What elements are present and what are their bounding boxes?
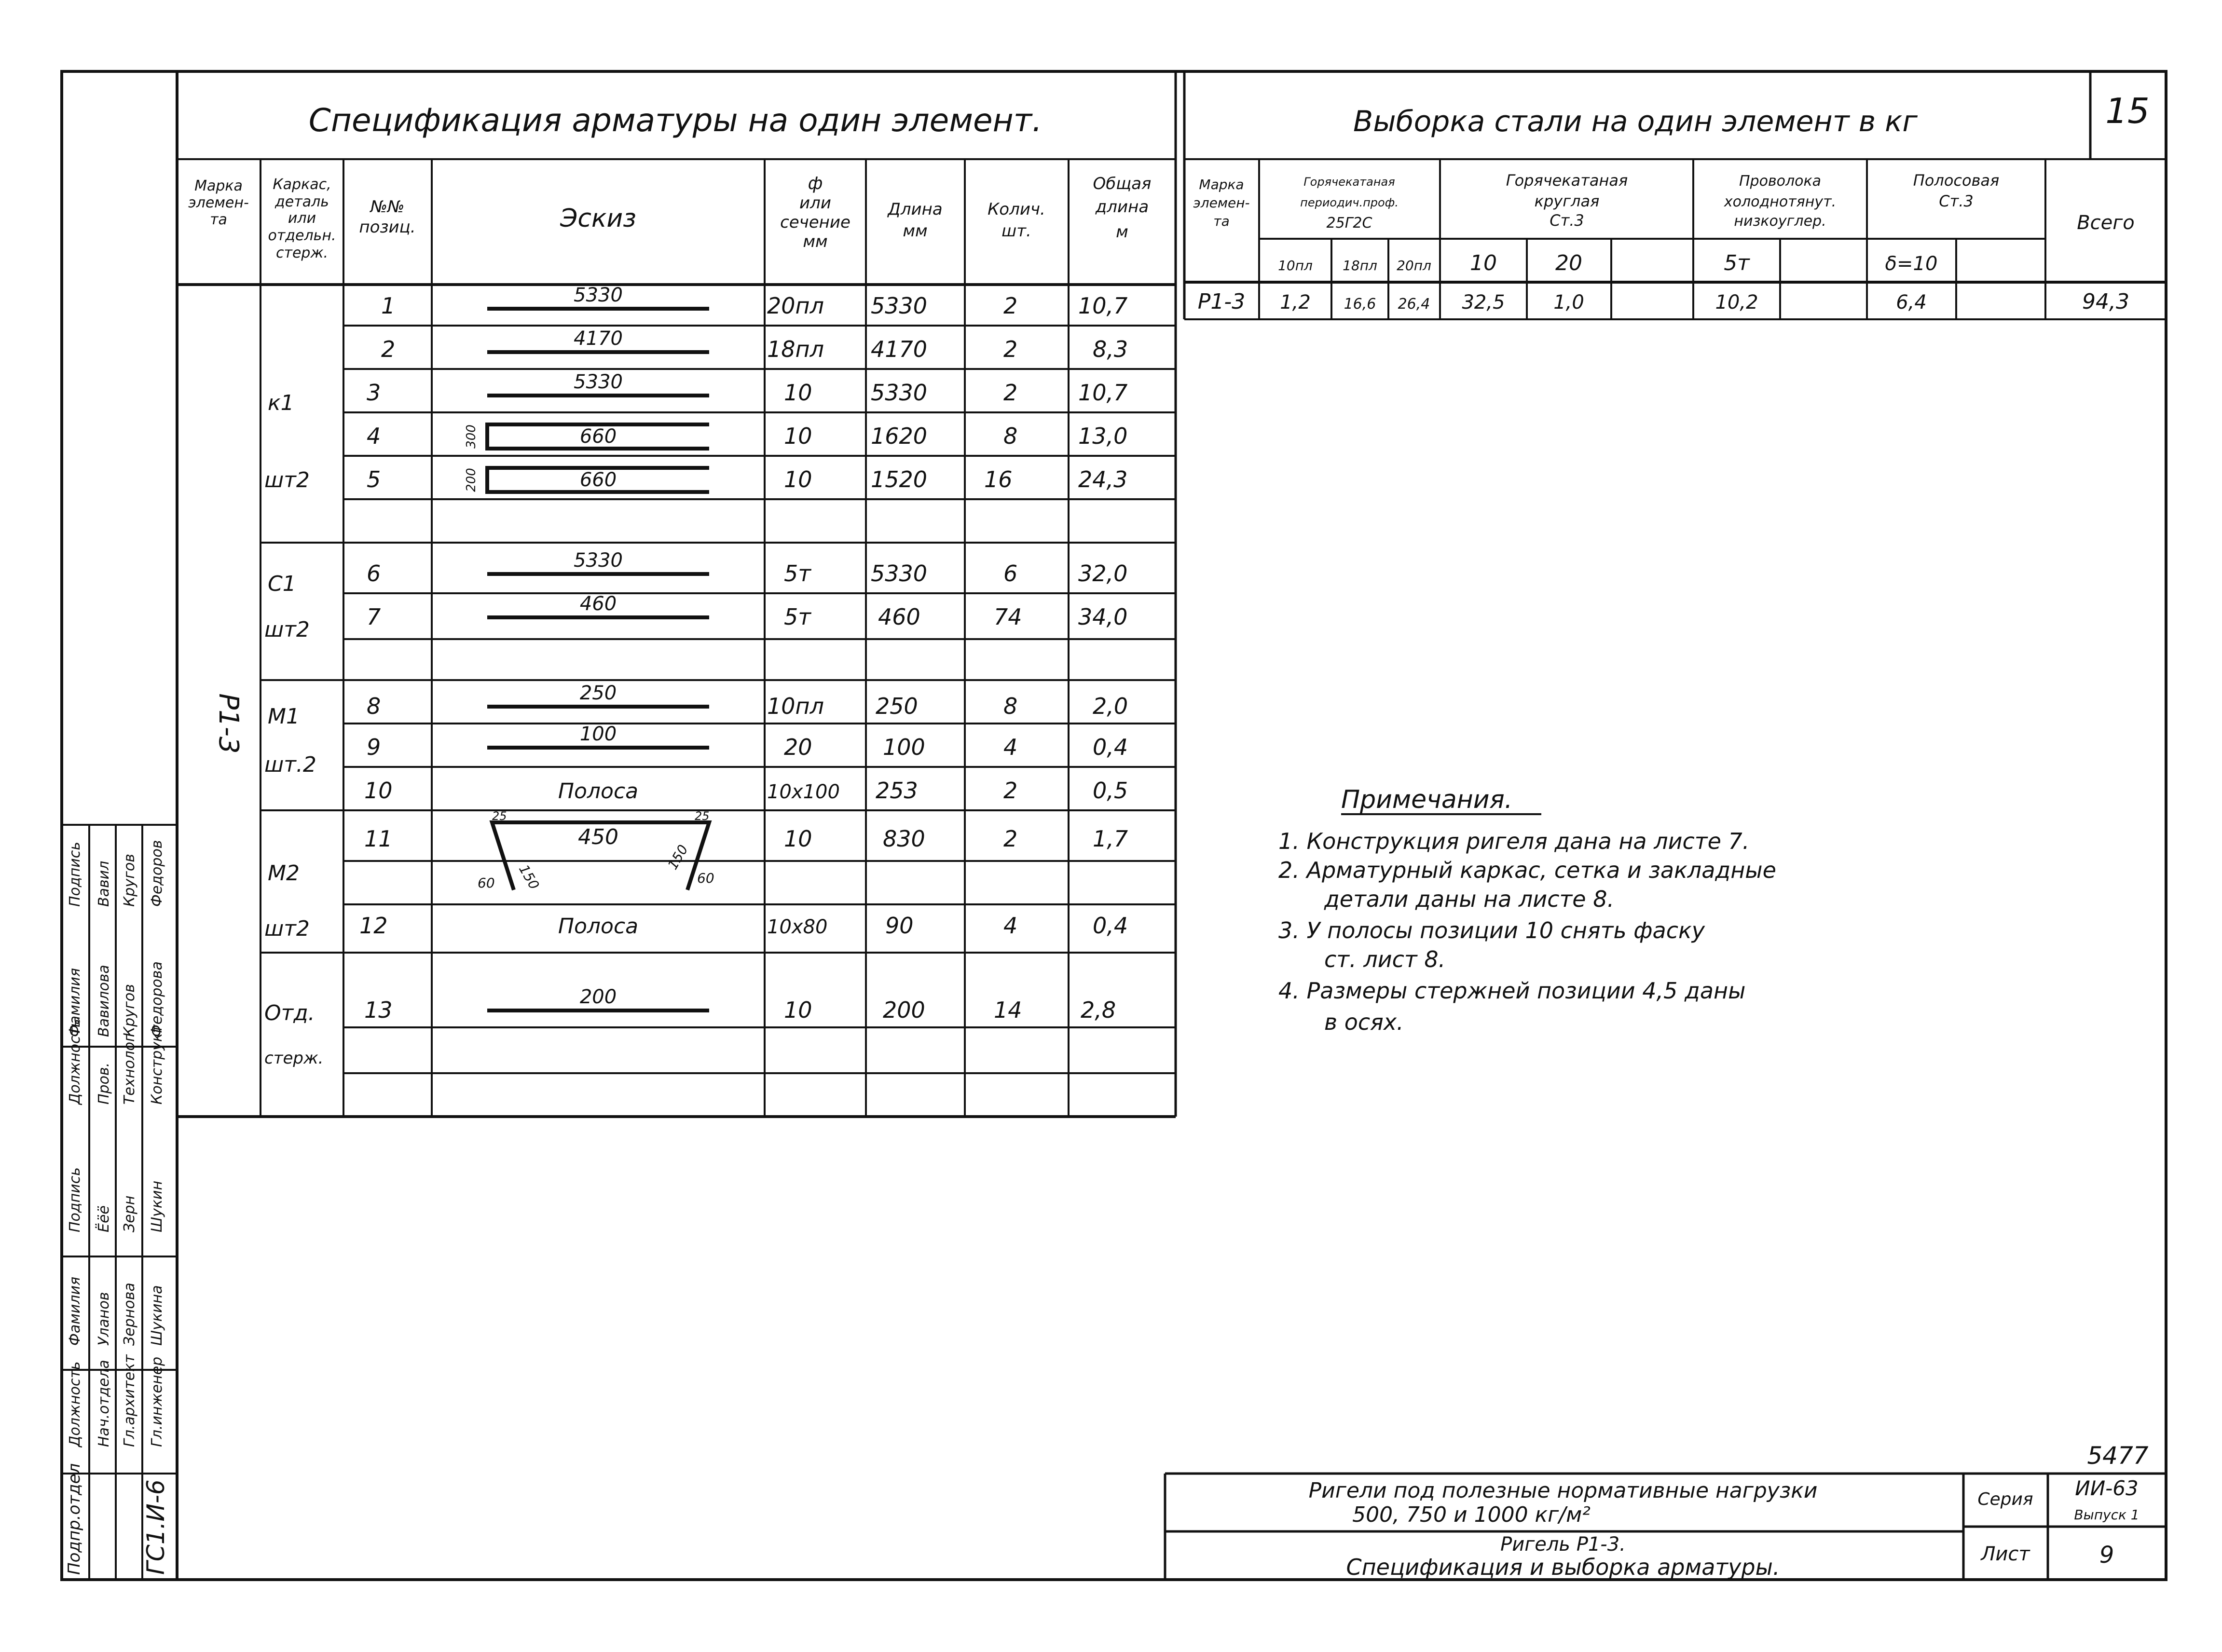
sketch11-dim-a: 25 <box>492 809 507 823</box>
hdr-pos-2: позиц. <box>359 218 416 237</box>
hdr-dia-4: мм <box>803 232 828 251</box>
row8-dia: 10пл <box>767 693 824 719</box>
sketch6-dim: 5330 <box>574 549 623 572</box>
row13-pos: 13 <box>364 997 393 1023</box>
row4-qty: 8 <box>1003 423 1018 449</box>
sel-sub-8: δ=10 <box>1885 253 1938 275</box>
row8-pos: 8 <box>367 693 381 719</box>
sketch11-dim-d: 150 <box>664 842 691 873</box>
stamp-b2-signature: Кругов <box>121 854 138 907</box>
sketch2-dim: 4170 <box>574 328 623 350</box>
hdr-sketch: Эскиз <box>560 204 636 233</box>
stamp <box>65 840 170 1575</box>
row2-pos: 2 <box>381 336 396 362</box>
sel-row-total: 94,3 <box>2082 289 2129 314</box>
row1-dia: 20пл <box>767 293 824 319</box>
element-mark: Р1-3 <box>213 693 244 754</box>
row13-total: 2,8 <box>1081 997 1116 1023</box>
sketch-labels <box>464 284 714 1008</box>
hdr-mark-2: элемен- <box>188 194 249 211</box>
note-line-7: в осях. <box>1324 1009 1404 1035</box>
stamp-a1-signature: Ёёё <box>96 1205 112 1232</box>
row11-dia: 10 <box>784 826 812 852</box>
row6-total: 32,0 <box>1078 560 1128 587</box>
row7-qty: 74 <box>994 604 1022 630</box>
row12-total: 0,4 <box>1093 913 1128 939</box>
group-labels <box>264 391 323 1068</box>
row10-dia: 10x100 <box>767 781 840 803</box>
row3-total: 10,7 <box>1078 380 1128 406</box>
stamp-a2-surname: Зернова <box>121 1283 138 1346</box>
stamp-b3-position: Конструкт <box>149 1024 165 1105</box>
notes <box>1278 785 1776 1035</box>
sketch3-dim: 5330 <box>574 371 623 393</box>
row6-qty: 6 <box>1003 560 1018 587</box>
hdr-total-3: м <box>1116 222 1128 242</box>
hdr-length-2: мм <box>903 221 928 241</box>
note-line-5: ст. лист 8. <box>1324 946 1446 972</box>
stamp-b1-position: Пров. <box>96 1062 112 1105</box>
row12-length: 90 <box>885 913 914 939</box>
sel-sub-1: 18пл <box>1343 258 1377 273</box>
notes-title: Примечания. <box>1341 785 1513 814</box>
row1-qty: 2 <box>1003 293 1018 319</box>
sel-row-mark: Р1-3 <box>1197 289 1246 314</box>
sel-val-8: 6,4 <box>1896 291 1927 314</box>
sketch1-dim: 5330 <box>574 284 623 306</box>
sketch8-dim: 250 <box>579 682 617 704</box>
row1-length: 5330 <box>871 293 928 319</box>
tb-line4: Спецификация и выборка арматуры. <box>1346 1554 1780 1580</box>
hdr-frame-1: Каркас, <box>273 176 331 193</box>
spec-title: Спецификация арматуры на один элемент. <box>308 102 1042 139</box>
tb-line3: Ригель Р1-3. <box>1500 1533 1626 1556</box>
row4-total: 13,0 <box>1078 423 1128 449</box>
hdr-qty-1: Колич. <box>988 200 1045 219</box>
row10-length: 253 <box>876 778 918 804</box>
hdr-length-1: Длина <box>888 200 943 219</box>
stamp-a3-signature: Шукин <box>149 1180 165 1232</box>
stamp-a1-position: Нач.отдела <box>96 1360 112 1447</box>
sel-hdr-g3-3: низкоуглер. <box>1734 213 1826 230</box>
note-line-6: 4. Размеры стержней позиции 4,5 даны <box>1278 978 1746 1004</box>
sel-val-0: 1,2 <box>1280 291 1311 314</box>
row3-length: 5330 <box>871 380 928 406</box>
row7-length: 460 <box>878 604 920 630</box>
selection-subheaders <box>1278 251 1937 275</box>
group-m2-count: шт2 <box>264 916 310 941</box>
row12-qty: 4 <box>1003 913 1018 939</box>
hdr-frame-5: стерж. <box>275 245 329 261</box>
sel-sub-2: 20пл <box>1397 258 1431 273</box>
stamp-side-label: ГС1.И-6 <box>142 1479 170 1575</box>
sketch11-dim-b: 25 <box>695 809 710 823</box>
stamp-hdr-position: Должность <box>67 1361 83 1447</box>
stamp-hdr-position-b: Должность <box>67 1019 83 1105</box>
stamp-b1-surname: Вавилова <box>96 965 112 1037</box>
stamp-b2-surname: Кругов <box>121 984 138 1037</box>
group-k1-count: шт2 <box>264 468 310 492</box>
sel-hdr-g2-2: круглая <box>1534 192 1600 210</box>
sel-hdr-g2-3: Ст.3 <box>1550 211 1584 230</box>
hdr-mark-1: Марка <box>194 177 243 194</box>
sketch5-side: 200 <box>464 468 479 492</box>
group-c1-name: С1 <box>268 572 296 596</box>
row1-pos: 1 <box>381 293 396 319</box>
row5-pos: 5 <box>367 466 381 492</box>
row8-length: 250 <box>876 693 918 719</box>
stamp-hdr-signature: Подпись <box>67 1167 83 1232</box>
sel-hdr-g1-3: 25Г2С <box>1326 215 1372 232</box>
row13-length: 200 <box>883 997 925 1023</box>
note-line-1: 1. Конструкция ригеля дана на листе 7. <box>1278 828 1750 854</box>
row9-dia: 20 <box>784 734 812 760</box>
sketch11-dim-c: 150 <box>515 862 543 892</box>
sketch4-side: 300 <box>464 424 479 449</box>
row13-qty: 14 <box>994 997 1022 1023</box>
row13-dia: 10 <box>784 997 812 1023</box>
hdr-total-2: длина <box>1095 197 1149 217</box>
row1-total: 10,7 <box>1078 293 1128 319</box>
sketch7-dim: 460 <box>579 593 617 615</box>
sel-val-4: 1,0 <box>1553 291 1584 314</box>
sel-sub-6: 5т <box>1724 251 1750 275</box>
sel-hdr-mark-1: Марка <box>1199 177 1244 192</box>
hdr-total-1: Общая <box>1093 174 1152 193</box>
row4-pos: 4 <box>367 423 381 449</box>
selection-headers <box>1193 171 2134 234</box>
row2-dia: 18пл <box>767 336 824 362</box>
note-line-4: 3. У полосы позиции 10 снять фаску <box>1278 917 1705 943</box>
sel-val-1: 16,6 <box>1344 296 1376 313</box>
sel-hdr-g3-2: холоднотянут. <box>1724 193 1837 210</box>
hdr-pos-1: №№ <box>370 197 405 217</box>
group-m1-name: М1 <box>268 704 300 729</box>
sel-sub-0: 10пл <box>1278 258 1313 273</box>
hdr-dia-2: или <box>799 193 831 213</box>
row2-total: 8,3 <box>1093 336 1128 362</box>
row8-total: 2,0 <box>1093 693 1128 719</box>
stamp-b1-signature: Вавил <box>96 860 112 907</box>
stamp-b3-signature: Федоров <box>149 840 165 907</box>
hdr-mark-3: та <box>210 211 227 228</box>
sel-val-2: 26,4 <box>1398 296 1430 313</box>
row5-length: 1520 <box>871 466 928 492</box>
stamp-code-label: Подпр.отдел <box>65 1463 84 1575</box>
note-line-2: 2. Арматурный каркас, сетка и закладные <box>1278 857 1776 883</box>
row3-pos: 3 <box>367 380 381 406</box>
stamp-a3-position: Гл.инженер <box>149 1356 165 1447</box>
row6-dia: 5т <box>784 560 811 587</box>
row9-total: 0,4 <box>1093 734 1128 760</box>
row11-pos: 11 <box>364 826 393 852</box>
spec-grid <box>177 159 1176 1117</box>
row3-dia: 10 <box>784 380 812 406</box>
tb-issue: Выпуск 1 <box>2074 1507 2140 1523</box>
sel-hdr-g1-2: периодич.проф. <box>1300 196 1399 209</box>
stamp-a1-surname: Уланов <box>96 1292 112 1346</box>
tb-line2: 500, 750 и 1000 кг/м² <box>1352 1502 1591 1527</box>
sel-hdr-g2-1: Горячекатаная <box>1506 171 1628 190</box>
row9-length: 100 <box>883 734 925 760</box>
row5-qty: 16 <box>984 466 1013 492</box>
row11-qty: 2 <box>1003 826 1018 852</box>
sel-hdr-g3-1: Проволока <box>1739 173 1822 190</box>
sel-hdr-mark-3: та <box>1213 213 1230 229</box>
stamp-hdr-surname: Фамилия <box>67 1276 83 1346</box>
row12-pos: 12 <box>359 913 388 939</box>
stamp-hdr-surname-b: Фамилия <box>67 968 83 1037</box>
sel-hdr-total: Всего <box>2077 212 2135 234</box>
hdr-frame-3: или <box>288 210 316 227</box>
row7-dia: 5т <box>784 604 811 630</box>
spec-rows <box>359 293 1128 1023</box>
tb-series-value: ИИ-63 <box>2075 1476 2139 1500</box>
row11-length: 830 <box>883 826 925 852</box>
row6-length: 5330 <box>871 560 928 587</box>
row9-pos: 9 <box>367 734 381 760</box>
row5-dia: 10 <box>784 466 812 492</box>
row2-qty: 2 <box>1003 336 1018 362</box>
row10-total: 0,5 <box>1093 778 1128 804</box>
row7-pos: 7 <box>367 604 381 630</box>
hdr-frame-2: деталь <box>275 193 329 210</box>
sketch9-dim: 100 <box>579 723 617 745</box>
group-single-name: Отд. <box>264 1001 315 1025</box>
sketch4-dim: 660 <box>579 425 617 448</box>
row8-qty: 8 <box>1003 693 1018 719</box>
sketch10-label: Полоса <box>558 779 639 804</box>
hdr-frame-4: отдельн. <box>268 227 336 244</box>
tb-series-label: Серия <box>1977 1489 2033 1509</box>
sel-hdr-mark-2: элемен- <box>1193 195 1250 211</box>
stamp-a2-signature: Зерн <box>121 1195 138 1232</box>
sel-hdr-g1-1: Горячекатаная <box>1303 175 1395 189</box>
row4-length: 1620 <box>871 423 928 449</box>
title-block <box>1309 1476 2140 1580</box>
row9-qty: 4 <box>1003 734 1018 760</box>
sel-sub-4: 20 <box>1555 251 1582 275</box>
hdr-dia-1: ф <box>808 174 823 193</box>
hdr-dia-3: сечение <box>780 213 850 232</box>
tb-sheet-value: 9 <box>2099 1542 2114 1569</box>
row3-qty: 2 <box>1003 380 1018 406</box>
group-k1-name: к1 <box>268 391 294 415</box>
group-m1-count: шт.2 <box>264 752 316 777</box>
note-line-3: детали даны на листе 8. <box>1324 886 1615 912</box>
selection-title: Выборка стали на один элемент в кг <box>1353 105 1918 138</box>
stamp-hdr-signature-b: Подпись <box>67 842 83 907</box>
sketch11-dim-e: 60 <box>478 875 495 891</box>
row10-pos: 10 <box>364 778 393 804</box>
stamp-b2-position: Технолог <box>121 1034 138 1105</box>
archive-number: 5477 <box>2087 1442 2149 1470</box>
spec-headers <box>188 174 1151 261</box>
hdr-qty-2: шт. <box>1001 221 1031 241</box>
row7-total: 34,0 <box>1078 604 1128 630</box>
stamp-a3-surname: Шукина <box>149 1285 165 1346</box>
row11-total: 1,7 <box>1093 826 1128 852</box>
row2-length: 4170 <box>871 336 928 362</box>
sketch13-dim: 200 <box>579 986 617 1008</box>
selection-values <box>1198 289 2129 314</box>
tb-line1: Ригели под полезные нормативные нагрузки <box>1308 1478 1818 1503</box>
row6-pos: 6 <box>367 560 381 587</box>
stamp-b3-surname: Федорова <box>149 961 165 1037</box>
sketch5-dim: 660 <box>579 469 617 491</box>
group-single-count: стерж. <box>264 1049 324 1068</box>
sketch12-label: Полоса <box>558 914 639 939</box>
sel-hdr-g4-1: Полосовая <box>1913 171 2000 190</box>
group-c1-count: шт2 <box>264 617 310 642</box>
sel-sub-3: 10 <box>1470 251 1497 275</box>
sel-val-6: 10,2 <box>1715 291 1758 314</box>
row4-dia: 10 <box>784 423 812 449</box>
sketch11-dim: 450 <box>578 825 618 849</box>
row5-total: 24,3 <box>1078 466 1128 492</box>
sketch11-dim-f: 60 <box>697 870 714 886</box>
sel-val-3: 32,5 <box>1462 291 1505 314</box>
row10-qty: 2 <box>1003 778 1018 804</box>
sheet-number: 15 <box>2105 91 2150 131</box>
tb-sheet-label: Лист <box>1981 1543 2030 1565</box>
row12-dia: 10x80 <box>767 916 828 938</box>
stamp-a2-position: Гл.архитект <box>121 1354 138 1447</box>
sel-hdr-g4-2: Ст.3 <box>1939 192 1974 210</box>
group-m2-name: М2 <box>268 861 300 886</box>
